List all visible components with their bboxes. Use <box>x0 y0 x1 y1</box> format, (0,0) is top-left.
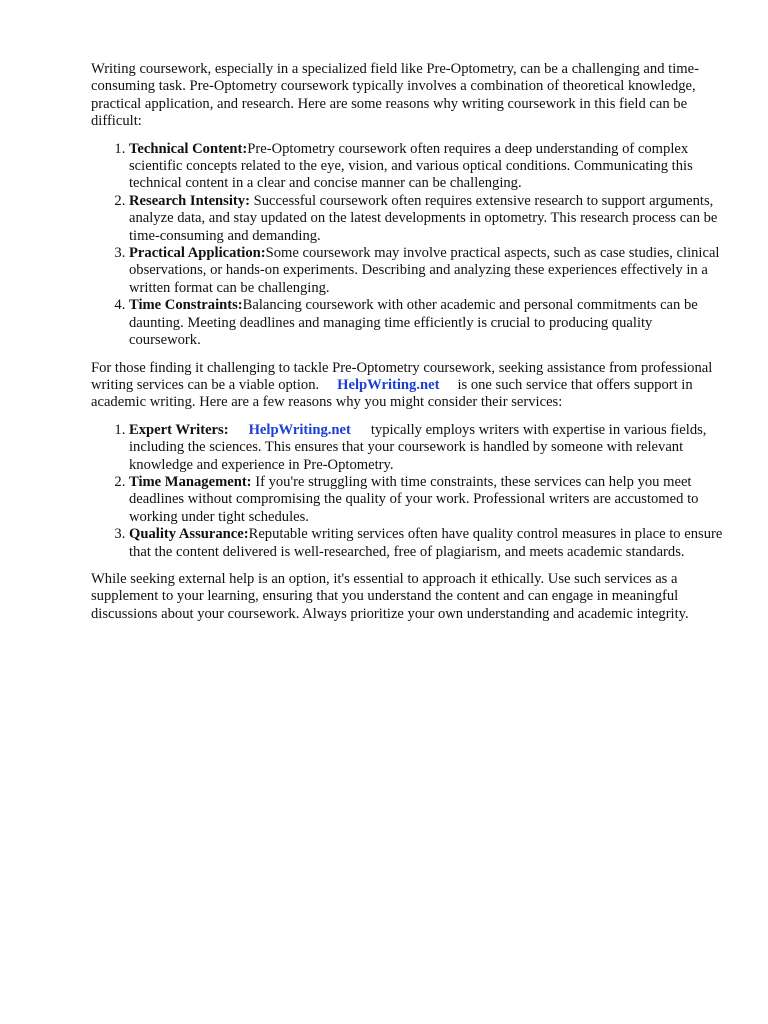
offer-text-before: For those finding it challenging to tackle Pre-Optometry coursework, seeking assistance from professional writing services can be a viable option. <box>91 359 713 393</box>
list-item-term: Expert Writers: <box>129 421 229 438</box>
helpwriting-link[interactable]: HelpWriting.net <box>248 421 351 438</box>
list-item <box>129 141 723 193</box>
list-item-term: Technical Content: <box>129 140 248 157</box>
list-item-text: Pre-Optometry coursework often requires a deep understanding of complex scientific concepts related to the eye, vision, and various optical conditions. Communicating this technical content in a clear and concise manner can be challenging. <box>129 140 693 192</box>
closing-paragraph: While seeking external help is an option, it's essential to approach it ethically. Use such services as a supplement to your learning, ensuring that you understand the content and can engage in meaningful discussions about your coursework. Always prioritize your own understanding and academic integrity. <box>91 570 689 622</box>
list-item-text: If you're struggling with time constraints, these services can help you meet deadlines without compromising the quality of your work. Professional writers are accustomed to working under tight schedules. <box>129 473 699 525</box>
list-item-term: Research Intensity: <box>129 192 250 209</box>
list-item <box>129 526 723 561</box>
list-item-term: Practical Application: <box>129 245 266 262</box>
reasons-list <box>91 422 723 561</box>
list-item-text: Reputable writing services often have quality control measures in place to ensure that the content delivered is well-researched, free of plagiarism, and meets academic standards. <box>129 526 723 560</box>
offer-text-after: is one such service that offers support in academic writing. Here are a few reasons why you might consider their services: <box>91 376 693 411</box>
document-page <box>91 61 723 623</box>
list-item <box>129 297 723 349</box>
intro-paragraph: Writing coursework, especially in a specialized field like Pre-Optometry, can be a challenging and time-consuming task. Pre-Optometry coursework typically involves a combination of theoretical knowledge, practical application, and research. Here are some reasons why writing coursework in this field can be difficult: <box>91 61 699 130</box>
list-item <box>129 422 723 474</box>
list-item-text: Some coursework may involve practical aspects, such as case studies, clinical observations, or hands-on experiments. Describing and analyzing these experiences effectively in a written format can be challenging. <box>129 245 720 296</box>
list-item-text: Successful coursework often requires extensive research to support arguments, analyze data, and stay updated on the latest developments in optometry. This research process can be time-consuming and demanding. <box>129 192 718 244</box>
list-item-text: typically employs writers with expertise in various fields, including the sciences. This ensures that your coursework is handled by someone with relevant knowledge and experience in Pre-Optometry. <box>129 421 707 473</box>
list-item <box>129 193 723 245</box>
list-item-term: Time Management: <box>129 473 252 490</box>
challenges-list <box>91 141 723 350</box>
list-item-term: Quality Assurance: <box>129 526 249 543</box>
list-item-text: Balancing coursework with other academic and personal commitments can be daunting. Meeting deadlines and managing time efficiently is crucial to producing quality coursework. <box>129 297 698 349</box>
list-item <box>129 474 723 526</box>
list-item <box>129 245 723 297</box>
helpwriting-link[interactable]: HelpWriting.net <box>337 376 440 393</box>
list-item-term: Time Constraints: <box>129 297 243 314</box>
offer-paragraph <box>91 360 723 412</box>
